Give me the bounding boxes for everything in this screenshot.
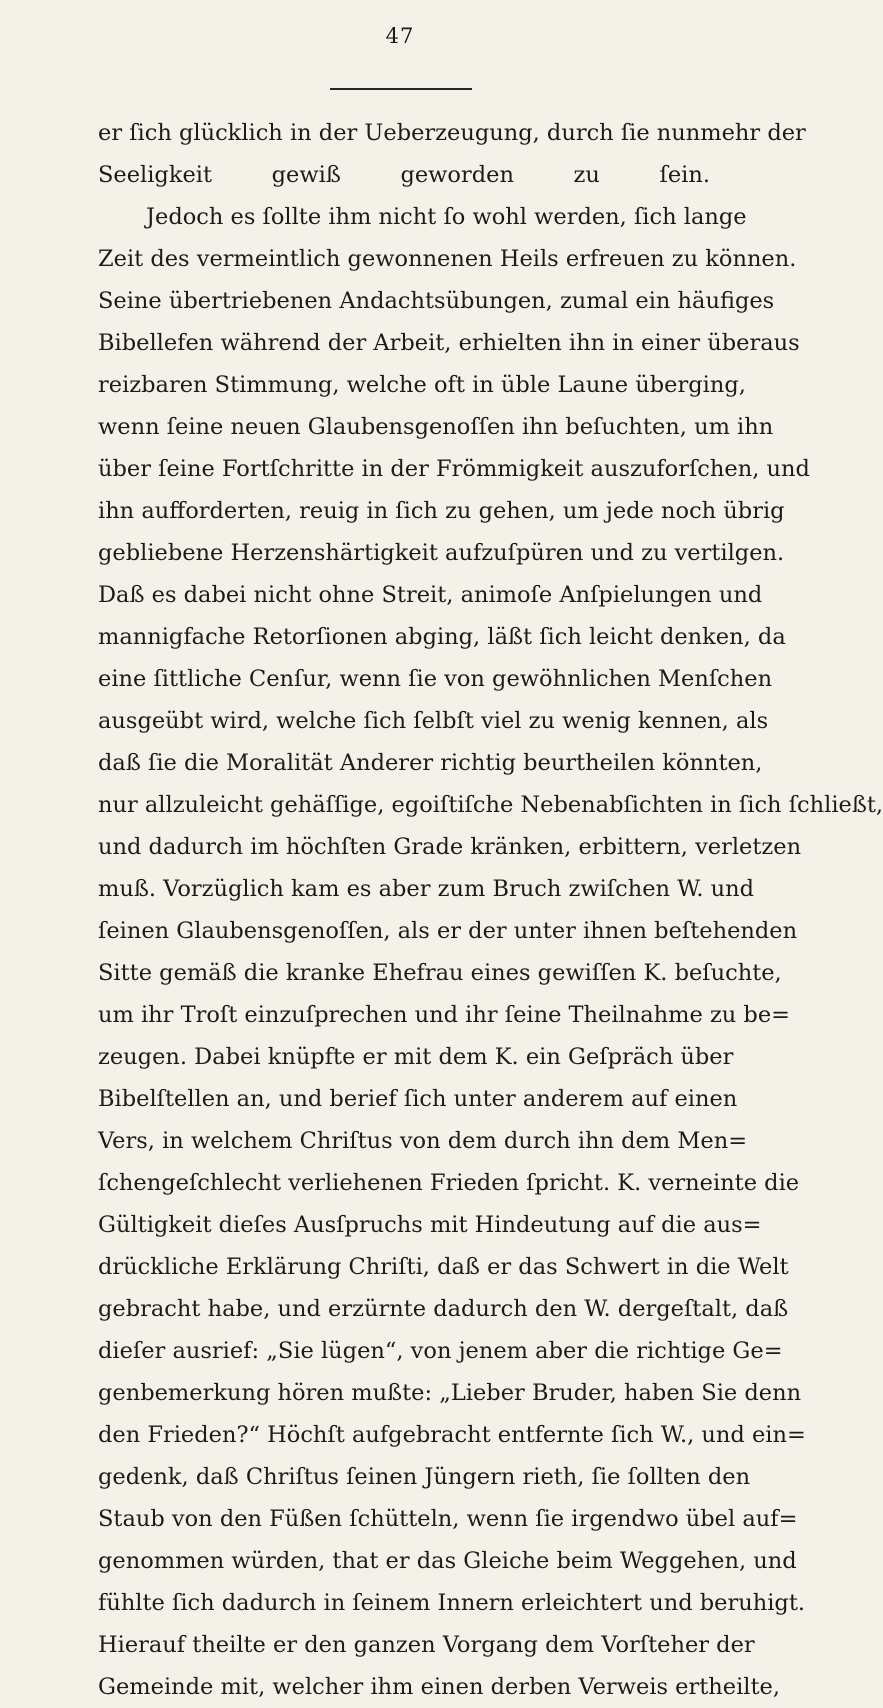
text-line: gebracht habe, und erzürnte dadurch den W. dergeſtalt, daß — [98, 1296, 789, 1322]
text-line: Bibelſtellen an, und berief ſich unter anderem auf einen — [98, 1086, 738, 1112]
text-line: Staub von den Füßen ſchütteln, wenn ſie irgendwo übel auf= — [98, 1506, 798, 1532]
text-line: daß ſie die Moralität Anderer richtig beurtheilen könnten, — [98, 750, 763, 776]
text-line: wenn ſeine neuen Glaubensgenoſſen ihn beſuchten, um ihn — [98, 414, 774, 440]
text-line: den Frieden?“ Höchſt aufgebracht entfernte ſich W., und ein= — [98, 1422, 806, 1448]
text-line: fühlte ſich dadurch in ſeinem Innern erleichtert und beruhigt. — [98, 1590, 806, 1616]
body-text — [98, 112, 883, 1708]
text-line: gebliebene Herzenshärtigkeit aufzuſpüren und zu vertilgen. — [98, 540, 785, 566]
text-line: drückliche Erklärung Chriſti, daß er das Schwert in die Welt — [98, 1254, 789, 1280]
text-line: nur allzuleicht gehäſſige, egoiſtiſche Nebenabſichten in ſich ſchließt, — [98, 792, 883, 818]
text-line: Hierauf theilte er den ganzen Vorgang dem Vorſteher der — [98, 1632, 755, 1658]
page-number: 47 — [385, 24, 415, 48]
text-line: über ſeine Fortſchritte in der Frömmigkeit auszuforſchen, und — [98, 456, 810, 482]
header-rule — [330, 88, 472, 90]
text-line: Vers, in welchem Chriſtus von dem durch ihn dem Men= — [98, 1128, 748, 1154]
text-line: Seine übertriebenen Andachtsübungen, zumal ein häufiges — [98, 288, 775, 314]
text-line: ausgeübt wird, welche ſich ſelbſt viel zu wenig kennen, als — [98, 708, 769, 734]
text-line: Jedoch es ſollte ihm nicht ſo wohl werden, ſich lange — [146, 204, 747, 230]
text-line: Zeit des vermeintlich gewonnenen Heils erfreuen zu können. — [98, 246, 797, 272]
text-line: Daß es dabei nicht ohne Streit, animoſe Anſpielungen und — [98, 582, 763, 608]
text-line: ihn aufforderten, reuig in ſich zu gehen, um jede noch übrig — [98, 498, 785, 524]
text-line: Gemeinde mit, welcher ihm einen derben Verweis ertheilte, — [98, 1674, 780, 1700]
text-line: um ihr Troſt einzuſprechen und ihr ſeine Theilnahme zu be= — [98, 1002, 791, 1028]
text-line: reizbaren Stimmung, welche oft in üble Laune überging, — [98, 372, 746, 398]
text-line: genommen würden, that er das Gleiche beim Weggehen, und — [98, 1548, 797, 1574]
text-line: er ſich glücklich in der Ueberzeugung, durch ſie nunmehr der — [98, 120, 806, 146]
text-line: zeugen. Dabei knüpfte er mit dem K. ein Geſpräch über — [98, 1044, 734, 1070]
text-line: ſchengeſchlecht verliehenen Frieden ſpricht. K. verneinte die — [98, 1170, 800, 1196]
text-line: gedenk, daß Chriſtus ſeinen Jüngern rieth, ſie ſollten den — [98, 1464, 751, 1490]
text-line: muß. Vorzüglich kam es aber zum Bruch zwiſchen W. und — [98, 876, 755, 902]
text-line: dieſer ausrief: „Sie lügen“, von jenem aber die richtige Ge= — [98, 1338, 783, 1364]
text-line: Sitte gemäß die kranke Ehefrau eines gewiſſen K. beſuchte, — [98, 960, 782, 986]
text-line: ſeinen Glaubensgenoſſen, als er der unter ihnen beſtehenden — [98, 918, 798, 944]
text-line: eine ſittliche Cenſur, wenn ſie von gewöhnlichen Menſchen — [98, 666, 773, 692]
text-line: genbemerkung hören mußte: „Lieber Bruder, haben Sie denn — [98, 1380, 802, 1406]
text-line: und dadurch im höchſten Grade kränken, erbittern, verletzen — [98, 834, 802, 860]
text-line: Gültigkeit dieſes Ausſpruchs mit Hindeutung auf die aus= — [98, 1212, 762, 1238]
text-line: Seeligkeit gewiß geworden zu ſein. — [98, 162, 710, 188]
text-line: Bibellefen während der Arbeit, erhielten ihn in einer überaus — [98, 330, 800, 356]
text-line: mannigfache Retorſionen abging, läßt ſich leicht denken, da — [98, 624, 786, 650]
